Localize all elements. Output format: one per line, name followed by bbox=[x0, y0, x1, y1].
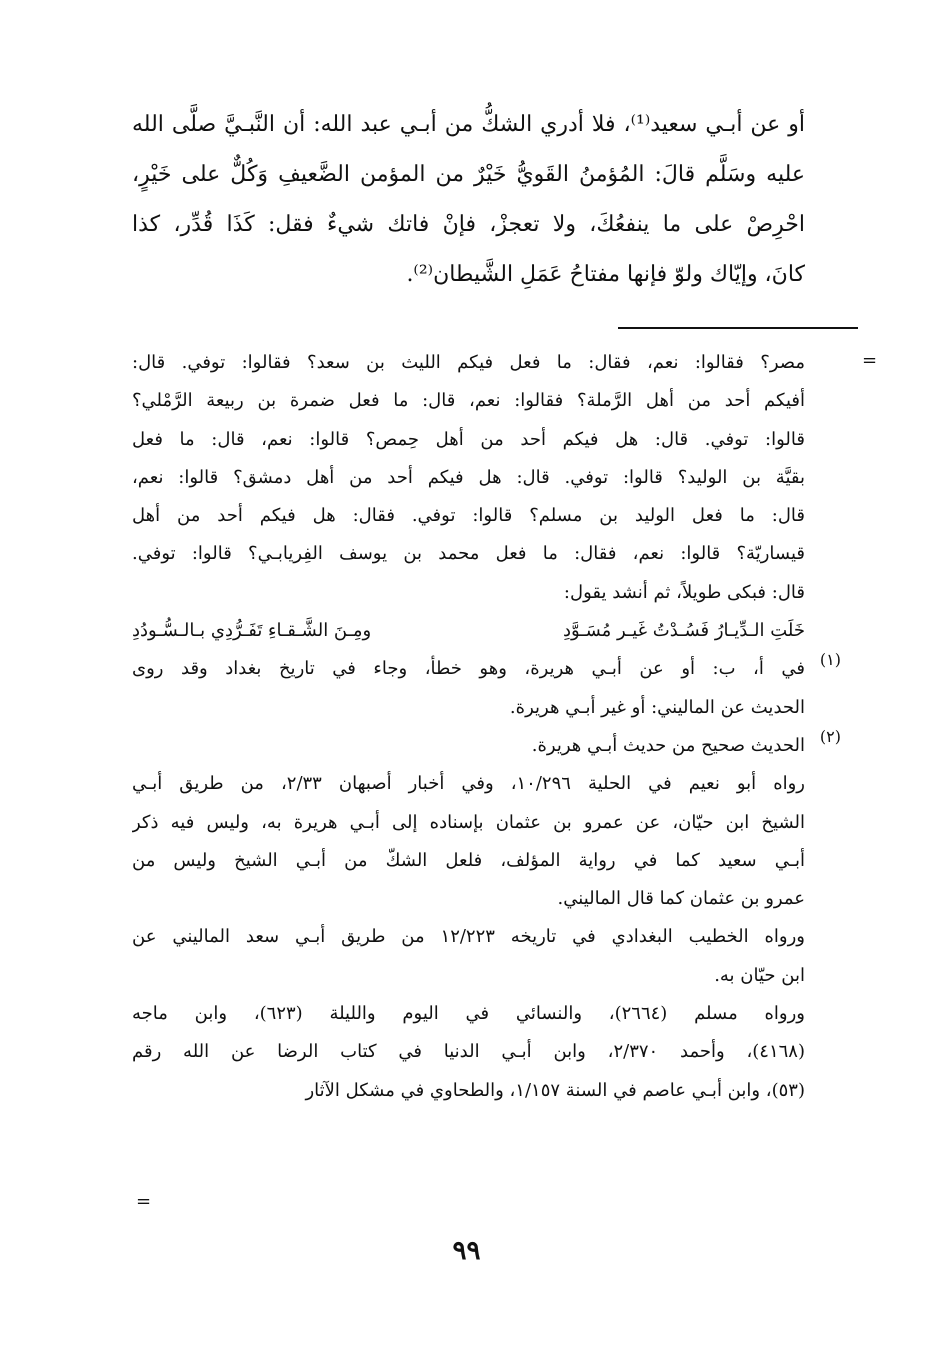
verse-first-hemistich: خَلَتِ الـدِّيـارُ فَسُـدْتُ غَيـر مُسَـوَّدِ bbox=[563, 620, 805, 642]
footnote-line: رواه أبو نعيم في الحلية ١٠/٢٩٦، وفي أخبار أصبهان ٢/٣٣، من طريق أبـي bbox=[132, 773, 805, 795]
footnote-line: (٤١٦٨)، وأحمد ٢/٣٧٠، وابن أبـي الدنيا في كتاب الرضا عن الله رقم bbox=[132, 1041, 805, 1063]
footnotes bbox=[132, 344, 841, 1110]
footnote-line: بقيَّة بن الوليد؟ قالوا: توفي. قال: هل فيكم أحد من أهل دمشق؟ قالوا: نعم، bbox=[132, 466, 805, 488]
main-line: أو عن أبـي سعيد⁽¹⁾، فلا أدري الشكُّ من أبـي عبد الله: أن النَّبـيَّ صلَّى الله bbox=[132, 112, 805, 137]
footnote-line: قال: ما فعل الوليد بن مسلم؟ قالوا: توفي. فقال: هل فيكم أحد من أهل bbox=[132, 505, 805, 527]
main-line: كانَ، وإيّاك ولوّ فإنها مفتاحُ عَمَلِ الشَّيطان⁽²⁾. bbox=[406, 262, 805, 287]
footnote-number: (١) bbox=[819, 650, 841, 670]
poetry-verse bbox=[132, 612, 805, 650]
footnote-line: أفيكم أحد من أهل الرَّملة؟ فقالوا: نعم، قال: ما فعل ضمرة بن ربيعة الرَّمْلي؟ bbox=[132, 390, 805, 412]
footnote-line: ابن حيّان به. bbox=[714, 964, 805, 986]
footnote-2 bbox=[132, 726, 841, 765]
footnote-line: قيساريّة؟ قالوا: نعم، فقال: ما فعل محمد بن يوسف الفِريابـي؟ قالوا: توفي. bbox=[132, 543, 805, 565]
footnote-line: ورواه مسلم (٢٦٦٤)، والنسائي في اليوم والليلة (٦٢٣)، وابن ماجه bbox=[132, 1003, 805, 1025]
page-number: ٩٩ bbox=[452, 1236, 481, 1266]
footnote-line: في أ، ب: أو عن أبـي هريرة، وهو خطأ، وجاء في تاريخ بغداد وقد روى bbox=[132, 658, 805, 680]
footnote-line: عمرو بن عثمان كما قال الماليني. bbox=[557, 888, 805, 910]
main-text bbox=[132, 100, 805, 300]
verse-second-hemistich: ومِـنَ الشَّـقـاءِ تَفَـرُّدِي بـالـسُّـودُدِ bbox=[132, 620, 372, 642]
footnote-line: الحديث عن الماليني: أو غير أبـي هريرة. bbox=[509, 696, 805, 718]
footnote-separator bbox=[618, 327, 858, 329]
footnote-line: الشيخ ابن حيّان، عن عمرو بن عثمان بإسناده إلى أبـي هريرة به، وليس فيه ذكر bbox=[132, 811, 805, 833]
continuation-mark: = bbox=[862, 350, 878, 371]
footnote-line: (٥٣)، وابن أبـي عاصم في السنة ١/١٥٧، والطحاوي في مشكل الآثار bbox=[305, 1079, 805, 1101]
footnote-line: مصر؟ فقالوا: نعم، فقال: ما فعل فيكم الليث بن سعد؟ فقالوا: توفي. قال: bbox=[132, 352, 805, 373]
footnote-line: قال: فبكى طويلاً، ثم أنشد يقول: bbox=[563, 581, 805, 603]
main-line: احْرِصْ على ما ينفعُكَ، ولا تعجزْ، فإنْ فاتك شيءٌ فقل: كَذَا قُدِّر، كذا bbox=[132, 212, 805, 237]
main-line: عليه وسَلَّم قالَ: المُؤمنُ القَويُّ خَيْرٌ من المؤمن الضَّعيفِ وَكُلٌّ على خَيْرٍ، bbox=[132, 162, 805, 187]
footnote-line: أبـي سعيد كما في رواية المؤلف، فلعل الشكّ من أبـي الشيخ وليس من bbox=[132, 849, 805, 871]
footnote-number: (٢) bbox=[819, 726, 841, 746]
footnote-1 bbox=[132, 650, 841, 727]
footnote-line: الحديث صحيح من حديث أبـي هريرة. bbox=[531, 734, 805, 756]
footnote-line: قالوا: توفي. قال: هل فيكم أحد من أهل حِمص؟ قالوا: نعم، قال: ما فعل bbox=[132, 428, 805, 450]
footnote-line: ورواه الخطيب البغدادي في تاريخه ١٢/٢٢٣ من طريق أبـي سعد الماليني عن bbox=[132, 926, 805, 948]
continuation-mark-end: = bbox=[136, 1191, 152, 1212]
